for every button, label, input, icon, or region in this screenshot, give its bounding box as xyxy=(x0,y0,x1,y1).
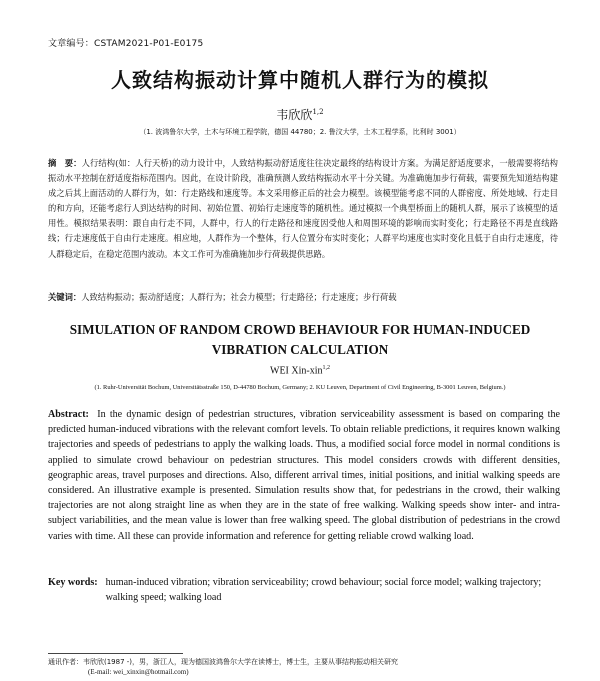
english-abstract-label: Abstract: xyxy=(48,409,89,420)
english-author xyxy=(0,365,600,376)
chinese-keywords xyxy=(48,291,568,303)
english-keywords-label: Key words: xyxy=(48,577,98,588)
english-abstract-text: In the dynamic design of pedestrian structures, vibration serviceability assessment is based on comparing the predicted human-induced vibrations with the relevant comfort levels. To obtain reliable predictions, it requires known walking trajectories and speeds of pedestrians to apply the walking loads. Thus, a modified social force model in normal conditions is applied to simulate crowd behaviour on pedestrian structures. This model considers crowds with different densities, geographic areas, travel purposes and directions. Also, different arrival times, initial positions, and initial walking speeds are considered. An illustrative example is presented. Simulation results show that, for pedestrians in the crowd, their walking trajectories are not along straight line as when they are in the state of free walking. Walking speeds show inter- and intra-subject variabilities, and the mean value is lower than free walking speed. The global distribution of pedestrians in the crowd varies with time. All these can provide information and reference for getting reliable crowd walking load. xyxy=(48,409,560,542)
footnote-divider xyxy=(48,653,183,654)
chinese-abstract-text: 人行结构(如：人行天桥)的动力设计中，人致结构振动舒适度往往决定最终的结构设计方案。为满足舒适度要求，一般需要将结构振动水平控制在舒适度指标范围内。因此，在设计阶段，准确预测人致结构振动水平十分关键。为准确施加步行荷载，需要预先知道结构建成之后其上面活动的人群行为，如：行走路线和速度等。本文采用修正后的社会力模型。该模型能考虑不同的人群密度、所处地域、行走目的和方向，还能考虑行人到达结构的时间、初始位置、初始行走速度等的随机性。通过模拟一个典型桥面上的随机人群，展示了该模型的适用性。模拟结果表明：跟自由行走不同，人群中，行人的行走路径和速度因受他人和周围环境的影响而实时变化；行走路径不再是直线路线；行走速度低于自由行走速度。相应地，人群作为一个整体，行人位置分布实时变化；人群平均速度也实时变化且低于自由行走速度，待人群稳定后，在稳定范围内波动。本文工作可为准确施加步行荷载提供思路。 xyxy=(48,158,558,259)
chinese-keywords-label: 关键词： xyxy=(48,292,82,302)
chinese-author-affil-marker: 1,2 xyxy=(312,108,324,116)
chinese-author-name: 韦欣欣 xyxy=(276,108,313,122)
english-title: SIMULATION OF RANDOM CROWD BEHAVIOUR FOR HUMAN-INDUCED VIBRATION CALCULATION xyxy=(69,322,531,357)
chinese-abstract xyxy=(48,156,558,262)
footnote-text: 通讯作者：韦欣欣(1987 -)，男，浙江人，现为德国波鸿鲁尔大学在读博士，博士生，主要从事结构振动相关研究 xyxy=(48,658,399,666)
english-abstract xyxy=(48,407,560,544)
english-keywords xyxy=(48,575,560,605)
chinese-affiliation: （1. 波鸿鲁尔大学，土木与环境工程学院，德国 44780；2. 鲁汶大学，土木工程学系，比利时 3001） xyxy=(139,128,461,136)
chinese-title: 人致结构振动计算中随机人群行为的模拟 xyxy=(111,68,489,92)
footnote xyxy=(48,657,568,677)
chinese-author xyxy=(0,106,600,123)
english-author-name: WEI Xin-xin xyxy=(270,365,323,377)
chinese-keywords-text: 人致结构振动；振动舒适度；人群行为；社会力模型；行走路径；行走速度；步行荷载 xyxy=(81,292,397,302)
english-affiliation: (1. Ruhr-Universität Bochum, Universitätsstraße 150, D-44780 Bochum, Germany; 2. KU Leuven, Department of Civil Engineering, B-3001 Leuven, Belgium.) xyxy=(94,384,506,391)
article-number: 文章编号：CSTAM2021-P01-E0175 xyxy=(48,39,204,49)
english-author-affil-marker: 1,2 xyxy=(322,365,330,371)
chinese-abstract-label: 摘 要： xyxy=(48,158,82,168)
footnote-email: (E-mail: wei_xinxin@hotmail.com) xyxy=(88,668,189,676)
english-keywords-text: human-induced vibration; vibration serviceability; crowd behaviour; social force model; walking trajectory; walking speed; walking load xyxy=(105,577,542,604)
